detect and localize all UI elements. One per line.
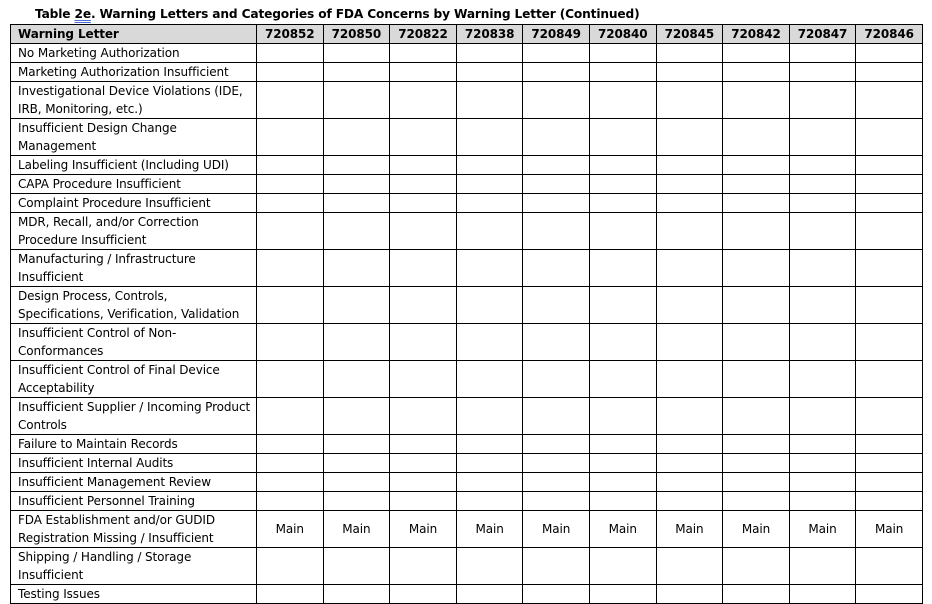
table-cell-value	[257, 548, 324, 585]
table-cell-value	[323, 250, 390, 287]
table-cell-value	[589, 548, 656, 585]
table-row	[11, 473, 923, 492]
table-cell-value	[456, 361, 523, 398]
table-cell-value	[589, 287, 656, 324]
table-caption	[35, 6, 640, 22]
table-cell-value	[656, 585, 723, 604]
table-cell-value	[390, 287, 457, 324]
column-header-letter-id: 720842	[723, 25, 790, 44]
table-cell-value	[456, 44, 523, 63]
table-cell-value: Main	[789, 511, 856, 548]
table-cell-value	[856, 454, 923, 473]
table-cell-value	[523, 250, 590, 287]
table-cell-value	[723, 435, 790, 454]
table-cell-value: Main	[723, 511, 790, 548]
table-cell-value	[523, 435, 590, 454]
table-cell-value	[523, 324, 590, 361]
table-cell-value	[390, 398, 457, 435]
table-cell-value	[456, 435, 523, 454]
table-cell-value	[656, 82, 723, 119]
table-row	[11, 44, 923, 63]
table-cell-value	[323, 175, 390, 194]
table-row	[11, 548, 923, 585]
table-cell-value	[856, 156, 923, 175]
table-cell-value	[789, 194, 856, 213]
table-cell-value	[323, 119, 390, 156]
table-cell-value	[856, 492, 923, 511]
table-cell-value: Main	[257, 511, 324, 548]
table-cell-value	[257, 454, 324, 473]
table-cell-value	[523, 548, 590, 585]
table-cell-value	[456, 63, 523, 82]
table-cell-value	[589, 398, 656, 435]
table-cell-value	[323, 44, 390, 63]
table-cell-value	[390, 119, 457, 156]
table-cell-value	[390, 435, 457, 454]
table-cell-value	[656, 119, 723, 156]
table-cell-value	[456, 585, 523, 604]
row-label-concern-category: Insufficient Internal Audits	[11, 454, 257, 473]
table-cell-value	[390, 213, 457, 250]
table-cell-value	[656, 492, 723, 511]
table-cell-value	[323, 63, 390, 82]
table-cell-value	[257, 250, 324, 287]
table-cell-value	[656, 361, 723, 398]
table-cell-value	[656, 287, 723, 324]
table-cell-value	[523, 398, 590, 435]
table-cell-value	[723, 361, 790, 398]
table-cell-value	[523, 175, 590, 194]
table-cell-value	[589, 361, 656, 398]
table-cell-value	[789, 63, 856, 82]
table-cell-value	[656, 398, 723, 435]
table-cell-value	[656, 175, 723, 194]
row-label-concern-category: Testing Issues	[11, 585, 257, 604]
table-cell-value	[523, 213, 590, 250]
table-cell-value	[789, 361, 856, 398]
table-cell-value	[323, 473, 390, 492]
table-cell-value: Main	[323, 511, 390, 548]
table-cell-value	[723, 454, 790, 473]
table-cell-value	[723, 492, 790, 511]
table-cell-value: Main	[656, 511, 723, 548]
table-cell-value	[723, 194, 790, 213]
table-cell-value	[856, 398, 923, 435]
table-cell-value: Main	[856, 511, 923, 548]
table-cell-value	[789, 324, 856, 361]
column-header-warning-letter: Warning Letter	[11, 25, 257, 44]
table-cell-value	[789, 175, 856, 194]
column-header-letter-id: 720852	[257, 25, 324, 44]
table-cell-value	[257, 156, 324, 175]
table-cell-value	[390, 585, 457, 604]
table-cell-value	[523, 44, 590, 63]
table-cell-value	[257, 63, 324, 82]
table-cell-value	[456, 548, 523, 585]
table-cell-value	[523, 82, 590, 119]
table-row	[11, 63, 923, 82]
caption-prefix: Table	[35, 7, 75, 21]
table-cell-value	[323, 194, 390, 213]
table-cell-value	[723, 548, 790, 585]
table-cell-value	[456, 398, 523, 435]
table-cell-value	[589, 473, 656, 492]
table-cell-value	[456, 213, 523, 250]
row-label-concern-category: Insufficient Supplier / Incoming Product Controls	[11, 398, 257, 435]
table-cell-value	[656, 250, 723, 287]
row-label-concern-category: Insufficient Control of Non-Conformances	[11, 324, 257, 361]
table-cell-value	[723, 63, 790, 82]
table-cell-value	[856, 119, 923, 156]
table-cell-value	[856, 82, 923, 119]
table-cell-value	[856, 44, 923, 63]
table-cell-value	[323, 585, 390, 604]
column-header-letter-id: 720822	[390, 25, 457, 44]
table-cell-value	[723, 324, 790, 361]
table-cell-value	[523, 156, 590, 175]
table-row	[11, 585, 923, 604]
warning-letter-table	[10, 24, 923, 604]
table-cell-value	[390, 194, 457, 213]
table-row	[11, 287, 923, 324]
table-row	[11, 175, 923, 194]
table-cell-value	[257, 473, 324, 492]
table-row	[11, 435, 923, 454]
table-cell-value	[390, 175, 457, 194]
table-cell-value	[789, 287, 856, 324]
table-cell-value	[723, 175, 790, 194]
row-label-concern-category: CAPA Procedure Insufficient	[11, 175, 257, 194]
table-cell-value	[456, 119, 523, 156]
table-cell-value	[856, 361, 923, 398]
table-cell-value	[456, 324, 523, 361]
table-cell-value	[257, 44, 324, 63]
table-cell-value	[656, 454, 723, 473]
table-cell-value	[456, 82, 523, 119]
table-cell-value	[723, 250, 790, 287]
table-cell-value	[789, 454, 856, 473]
table-cell-value	[456, 156, 523, 175]
table-row	[11, 361, 923, 398]
table-cell-value	[257, 194, 324, 213]
table-cell-value	[723, 156, 790, 175]
table-cell-value	[257, 585, 324, 604]
table-cell-value	[589, 156, 656, 175]
table-cell-value	[257, 435, 324, 454]
table-cell-value	[523, 492, 590, 511]
table-cell-value	[390, 324, 457, 361]
table-cell-value	[723, 287, 790, 324]
table-cell-value	[589, 44, 656, 63]
table-row	[11, 250, 923, 287]
table-row	[11, 156, 923, 175]
table-row	[11, 454, 923, 473]
table-cell-value	[323, 398, 390, 435]
table-row	[11, 511, 923, 548]
table-row	[11, 119, 923, 156]
column-header-letter-id: 720838	[456, 25, 523, 44]
table-cell-value	[856, 250, 923, 287]
table-cell-value: Main	[589, 511, 656, 548]
table-cell-value	[656, 435, 723, 454]
table-cell-value	[323, 156, 390, 175]
table-cell-value	[523, 119, 590, 156]
table-cell-value	[323, 361, 390, 398]
table-cell-value	[789, 473, 856, 492]
table-header-row	[11, 25, 923, 44]
table-cell-value	[456, 287, 523, 324]
column-header-letter-id: 720849	[523, 25, 590, 44]
column-header-letter-id: 720847	[789, 25, 856, 44]
table-cell-value	[789, 548, 856, 585]
table-row	[11, 82, 923, 119]
table-cell-value	[257, 119, 324, 156]
table-cell-value	[323, 492, 390, 511]
table-cell-value	[257, 175, 324, 194]
table-cell-value	[390, 156, 457, 175]
table-cell-value	[656, 63, 723, 82]
table-cell-value	[257, 324, 324, 361]
table-cell-value	[523, 194, 590, 213]
table-cell-value	[789, 585, 856, 604]
table-cell-value	[789, 213, 856, 250]
table-cell-value	[656, 473, 723, 492]
table-cell-value	[723, 398, 790, 435]
row-label-concern-category: Insufficient Design Change Management	[11, 119, 257, 156]
table-cell-value	[856, 175, 923, 194]
row-label-concern-category: Shipping / Handling / Storage Insufficient	[11, 548, 257, 585]
table-cell-value	[589, 175, 656, 194]
table-cell-value	[589, 63, 656, 82]
table-cell-value	[390, 454, 457, 473]
table-cell-value	[390, 82, 457, 119]
table-cell-value	[456, 454, 523, 473]
row-label-concern-category: MDR, Recall, and/or Correction Procedure Insufficient	[11, 213, 257, 250]
table-cell-value: Main	[456, 511, 523, 548]
row-label-concern-category: Insufficient Personnel Training	[11, 492, 257, 511]
table-cell-value	[390, 63, 457, 82]
table-cell-value	[789, 435, 856, 454]
column-header-letter-id: 720850	[323, 25, 390, 44]
table-cell-value	[656, 194, 723, 213]
table-cell-value	[789, 119, 856, 156]
table-cell-value	[323, 213, 390, 250]
table-cell-value	[257, 82, 324, 119]
table-cell-value	[589, 82, 656, 119]
table-cell-value	[589, 585, 656, 604]
table-cell-value	[589, 492, 656, 511]
table-cell-value	[323, 454, 390, 473]
table-row	[11, 213, 923, 250]
table-cell-value	[523, 63, 590, 82]
table-cell-value	[257, 398, 324, 435]
table-cell-value	[257, 287, 324, 324]
table-row	[11, 398, 923, 435]
table-cell-value	[390, 44, 457, 63]
row-label-concern-category: Manufacturing / Infrastructure Insufficient	[11, 250, 257, 287]
row-label-concern-category: Insufficient Control of Final Device Acceptability	[11, 361, 257, 398]
table-cell-value	[257, 492, 324, 511]
row-label-concern-category: No Marketing Authorization	[11, 44, 257, 63]
table-cell-value	[856, 548, 923, 585]
table-cell-value	[856, 287, 923, 324]
column-header-letter-id: 720846	[856, 25, 923, 44]
table-row	[11, 324, 923, 361]
table-cell-value	[456, 473, 523, 492]
table-cell-value	[656, 156, 723, 175]
table-cell-value	[589, 435, 656, 454]
table-cell-value	[323, 435, 390, 454]
table-cell-value	[856, 585, 923, 604]
table-cell-value	[257, 213, 324, 250]
row-label-concern-category: FDA Establishment and/or GUDID Registration Missing / Insufficient	[11, 511, 257, 548]
table-cell-value	[723, 44, 790, 63]
table-cell-value	[723, 585, 790, 604]
table-cell-value	[789, 82, 856, 119]
table-cell-value	[456, 194, 523, 213]
table-cell-value	[390, 361, 457, 398]
table-cell-value	[656, 213, 723, 250]
caption-text: . Warning Letters and Categories of FDA Concerns by Warning Letter (Continued)	[90, 7, 640, 21]
table-cell-value	[789, 156, 856, 175]
row-label-concern-category: Failure to Maintain Records	[11, 435, 257, 454]
column-header-letter-id: 720845	[656, 25, 723, 44]
row-label-concern-category: Investigational Device Violations (IDE, IRB, Monitoring, etc.)	[11, 82, 257, 119]
table-row	[11, 492, 923, 511]
table-cell-value	[323, 82, 390, 119]
table-cell-value	[390, 473, 457, 492]
table-cell-value	[323, 548, 390, 585]
table-cell-value	[589, 324, 656, 361]
table-cell-value	[723, 82, 790, 119]
table-cell-value	[856, 63, 923, 82]
table-cell-value	[589, 194, 656, 213]
table-cell-value	[723, 473, 790, 492]
table-cell-value	[523, 454, 590, 473]
table-cell-value	[523, 361, 590, 398]
row-label-concern-category: Marketing Authorization Insufficient	[11, 63, 257, 82]
table-cell-value	[856, 194, 923, 213]
table-cell-value	[723, 119, 790, 156]
table-cell-value	[390, 548, 457, 585]
table-cell-value	[323, 324, 390, 361]
table-cell-value	[856, 435, 923, 454]
table-cell-value	[789, 492, 856, 511]
table-cell-value	[789, 398, 856, 435]
table-cell-value	[856, 473, 923, 492]
table-cell-value	[656, 548, 723, 585]
table-cell-value	[856, 324, 923, 361]
table-cell-value	[456, 250, 523, 287]
table-cell-value	[456, 175, 523, 194]
table-cell-value: Main	[390, 511, 457, 548]
table-cell-value	[856, 213, 923, 250]
table-row	[11, 194, 923, 213]
table-cell-value	[789, 44, 856, 63]
table-cell-value	[390, 250, 457, 287]
table-cell-value	[656, 324, 723, 361]
caption-table-number: 2e	[74, 7, 91, 21]
table-cell-value	[589, 119, 656, 156]
table-cell-value	[789, 250, 856, 287]
table-cell-value	[523, 473, 590, 492]
table-cell-value	[257, 361, 324, 398]
table-cell-value	[589, 250, 656, 287]
table-cell-value: Main	[523, 511, 590, 548]
row-label-concern-category: Complaint Procedure Insufficient	[11, 194, 257, 213]
table-cell-value	[456, 492, 523, 511]
table-cell-value	[523, 287, 590, 324]
table-cell-value	[589, 213, 656, 250]
row-label-concern-category: Labeling Insufficient (Including UDI)	[11, 156, 257, 175]
table-cell-value	[589, 454, 656, 473]
table-cell-value	[723, 213, 790, 250]
table-body	[11, 44, 923, 604]
table-cell-value	[390, 492, 457, 511]
row-label-concern-category: Design Process, Controls, Specifications, Verification, Validation	[11, 287, 257, 324]
column-header-letter-id: 720840	[589, 25, 656, 44]
table-cell-value	[656, 44, 723, 63]
table-cell-value	[523, 585, 590, 604]
row-label-concern-category: Insufficient Management Review	[11, 473, 257, 492]
table-cell-value	[323, 287, 390, 324]
